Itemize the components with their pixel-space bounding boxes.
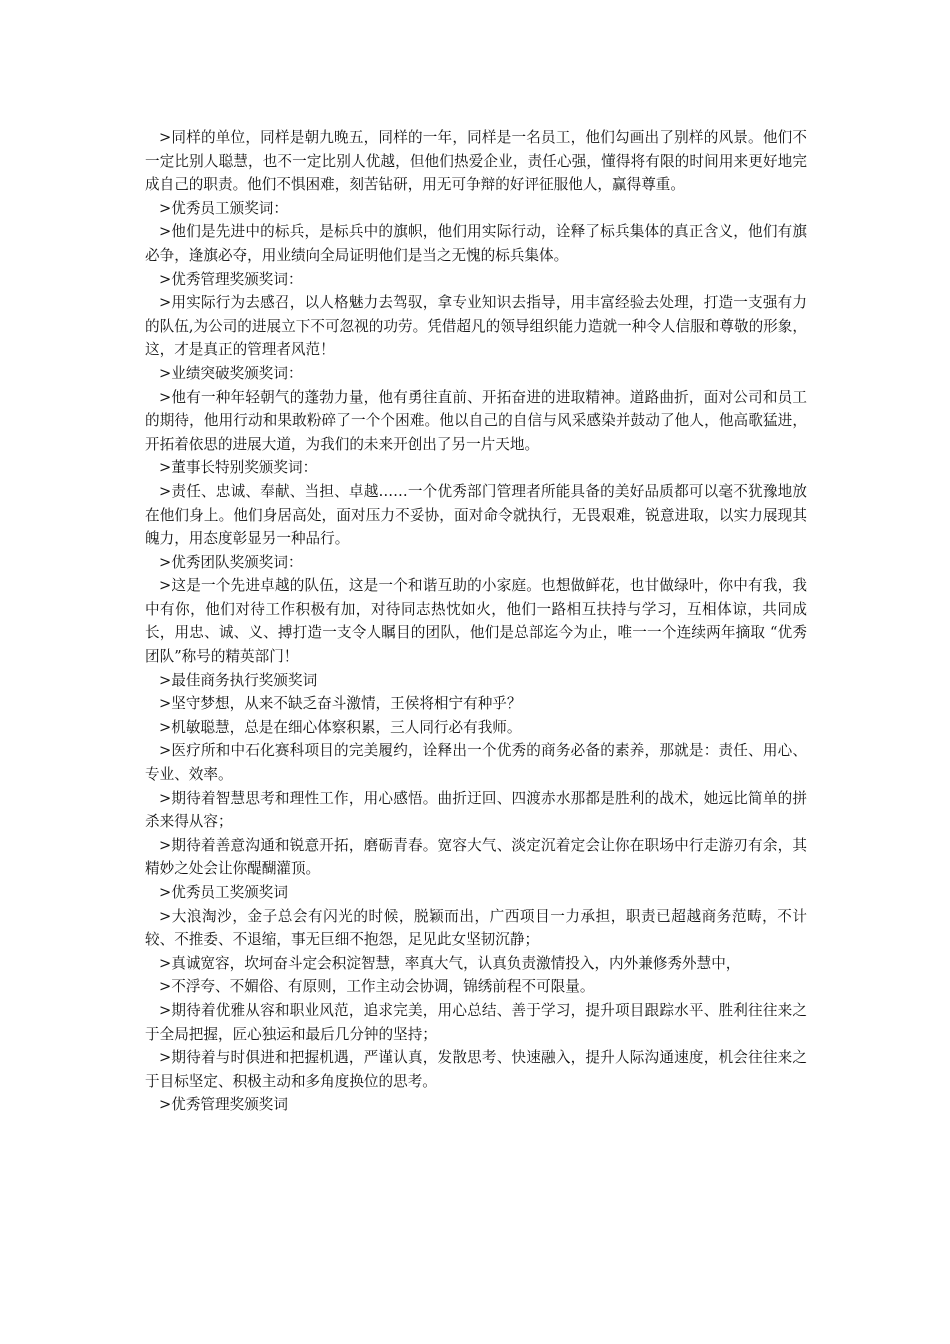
section-heading: >董事长特别奖颁奖词： — [159, 459, 318, 477]
section-heading: >优秀管理奖颁奖词 — [159, 1096, 288, 1114]
paragraph: >同样的单位，同样是朝九晚五，同样的一年，同样是一名员工，他们勾画出了别样的风景。他们不一定比别人聪慧，也不一定比别人优越，但他们热爱企业，责任心强，懂得将有限的时间用来更好地完成自己的职责。他们不惧困难，刻苦钻研，用无可争辩的好评征服他人，赢得尊重。 — [145, 129, 807, 194]
paragraph: >期待着优雅从容和职业风范，追求完美，用心总结、善于学习，提升项目跟踪水平、胜利往往来之于全局把握，匠心独运和最后几分钟的坚持； — [145, 1001, 807, 1043]
paragraph: >不浮夸、不媚俗、有原则，工作主动会协调，锦绣前程不可限量。 — [159, 978, 595, 996]
paragraph: >他们是先进中的标兵，是标兵中的旗帜，他们用实际行动，诠释了标兵集体的真正含义，他们有旗必争，逢旗必夺，用业绩向全局证明他们是当之无愧的标兵集体。 — [145, 223, 807, 264]
paragraph: >机敏聪慧，总是在细心体察积累，三人同行必有我师。 — [159, 718, 522, 736]
paragraph: >期待着智慧思考和理性工作，用心感悟。曲折迂回、四渡赤水那都是胜利的战术，她远比简单的拼杀来得从容； — [145, 789, 807, 831]
section-heading: >优秀员工颁奖词： — [159, 199, 288, 217]
paragraph: >他有一种年轻朝气的蓬勃力量，他有勇往直前、开拓奋进的进取精神。道路曲折，面对公司和员工的期待，他用行动和果敢粉碎了一个个困难。他以自己的自信与风采感染并鼓动了他人，他高歌猛进，开拓着依思的进展大道，为我们的未来开创出了另一片天地。 — [145, 388, 807, 453]
section-heading: >最佳商务执行奖颁奖词 — [159, 671, 318, 689]
section-heading: >优秀员工奖颁奖词 — [159, 884, 288, 901]
section-heading: >优秀团队奖颁奖词： — [159, 553, 303, 571]
document-body — [145, 126, 807, 1117]
paragraph: >坚守梦想，从来不缺乏奋斗激情，王侯将相宁有种乎？ — [159, 695, 522, 713]
paragraph: >真诚宽容，坎坷奋斗定会积淀智慧，率真大气，认真负责激情投入，内外兼修秀外慧中， — [159, 954, 741, 972]
paragraph: >期待着与时俱进和把握机遇，严谨认真，发散思考、快速融入，提升人际沟通速度，机会往往来之于目标坚定、积极主动和多角度换位的思考。 — [145, 1049, 807, 1090]
paragraph: >用实际行为去感召，以人格魅力去驾驭，拿专业知识去指导，用丰富经验去处理，打造一支强有力的队伍,为公司的进展立下不可忽视的功劳。凭借超凡的领导组织能力造就一种令人信服和尊敬的形象，这，才是真正的管理者风范！ — [145, 294, 807, 359]
paragraph: >期待着善意沟通和锐意开拓，磨砺青春。宽容大气、淡定沉着定会让你在职场中行走游刃有余，其精妙之处会让你醍醐灌顶。 — [145, 836, 807, 878]
paragraph: >大浪淘沙，金子总会有闪光的时候，脱颖而出，广西项目一力承担，职责已超越商务范畴，不计较、不推委、不退缩，事无巨细不抱怨，足见此女坚韧沉静； — [145, 907, 807, 949]
paragraph: >这是一个先进卓越的队伍，这是一个和谐互助的小家庭。也想做鲜花，也甘做绿叶，你中有我，我中有你，他们对待工作积极有加，对待同志热忱如火，他们一路相互扶持与学习，互相体谅，共同成长，用忠、诚、义、搏打造一支令人瞩目的团队，他们是总部迄今为止，唯一一个连续两年摘取 “优秀团队”称号的精英部门！ — [145, 577, 807, 666]
section-heading: >业绩突破奖颁奖词： — [159, 364, 303, 382]
section-heading: >优秀管理奖颁奖词： — [159, 270, 303, 288]
paragraph: >责任、忠诚、奉献、当担、卓越……一个优秀部门管理者所能具备的美好品质都可以毫不犹豫地放在他们身上。他们身居高处，面对压力不妥协，面对命令就执行，无畏艰难，锐意进取，以实力展现其魄力，用态度彰显另一种品行。 — [145, 482, 807, 548]
paragraph: >医疗所和中石化赛科项目的完美履约，诠释出一个优秀的商务必备的素养，那就是：责任、用心、专业、效率。 — [145, 742, 807, 784]
